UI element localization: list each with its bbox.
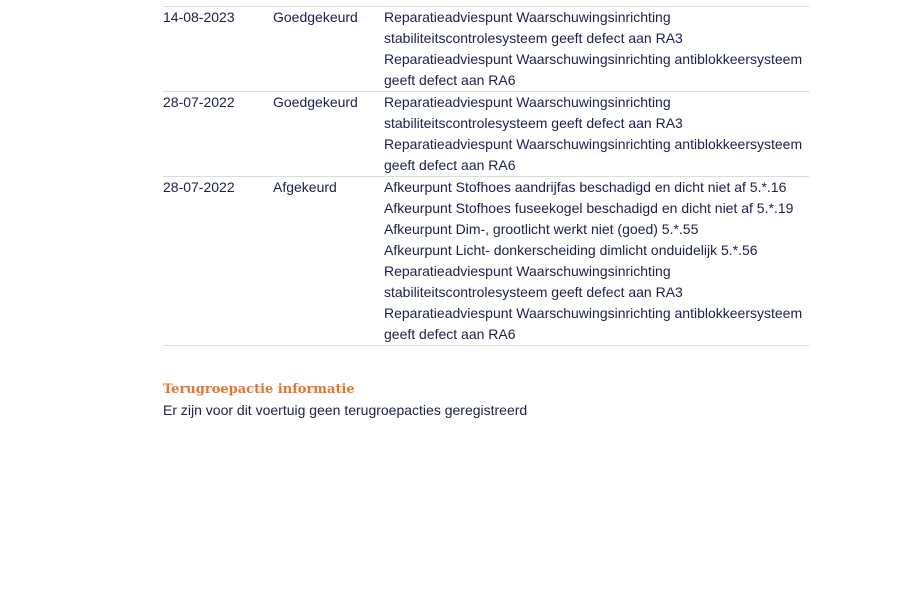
inspection-history-body	[163, 0, 809, 346]
remark-line: Afkeurpunt Stofhoes aandrijfas beschadigd en dicht niet af 5.*.16	[384, 179, 787, 195]
cell-remarks	[384, 92, 809, 177]
recall-text: Er zijn voor dit voertuig geen terugroepacties geregistreerd	[163, 402, 528, 418]
cell-date	[163, 0, 273, 7]
remark-line: geeft defect aan RA6	[384, 72, 516, 88]
cell-remarks	[384, 0, 809, 7]
table-row	[163, 7, 809, 92]
remark-line	[384, 0, 809, 3]
remark-line: Reparatieadviespunt Waarschuwingsinrichting antiblokkeersysteem	[384, 136, 803, 152]
remark-line: stabiliteitscontrolesysteem geeft defect aan RA3	[384, 30, 683, 46]
remark-line: Reparatieadviespunt Waarschuwingsinrichting antiblokkeersysteem	[384, 305, 803, 321]
recall-section	[163, 380, 527, 421]
remark-line: stabiliteitscontrolesysteem geeft defect aan RA3	[384, 284, 683, 300]
inspection-history-table	[163, 0, 809, 346]
cell-status: Goedgekeurd	[273, 92, 384, 177]
remark-line: stabiliteitscontrolesysteem geeft defect aan RA3	[384, 115, 683, 131]
remark-line: geeft defect aan RA6	[384, 157, 516, 173]
table-row	[163, 92, 809, 177]
cell-remarks	[384, 177, 809, 346]
cell-date: 28-07-2022	[163, 92, 273, 177]
table-row	[163, 177, 809, 346]
remark-line: Afkeurpunt Licht- donkerscheiding dimlicht onduidelijk 5.*.56	[384, 242, 758, 258]
remark-line: geeft defect aan RA6	[384, 326, 516, 342]
table-row	[163, 0, 809, 7]
remark-line: Reparatieadviespunt Waarschuwingsinrichting	[384, 94, 671, 110]
remark-line: Reparatieadviespunt Waarschuwingsinrichting antiblokkeersysteem	[384, 51, 803, 67]
cell-date: 14-08-2023	[163, 7, 273, 92]
recall-title: Terugroepactie informatie	[163, 382, 355, 397]
inspection-history-section	[163, 0, 809, 346]
cell-status: Goedgekeurd	[273, 7, 384, 92]
cell-date: 28-07-2022	[163, 177, 273, 346]
cell-remarks	[384, 7, 809, 92]
cell-status: Afgekeurd	[273, 177, 384, 346]
remark-line: Reparatieadviespunt Waarschuwingsinrichting	[384, 263, 671, 279]
cell-status	[273, 0, 384, 7]
remark-line: Afkeurpunt Stofhoes fuseekogel beschadigd en dicht niet af 5.*.19	[384, 200, 794, 216]
remark-line: Reparatieadviespunt Waarschuwingsinrichting	[384, 9, 671, 25]
remark-line: Afkeurpunt Dim-, grootlicht werkt niet (goed) 5.*.55	[384, 221, 699, 237]
